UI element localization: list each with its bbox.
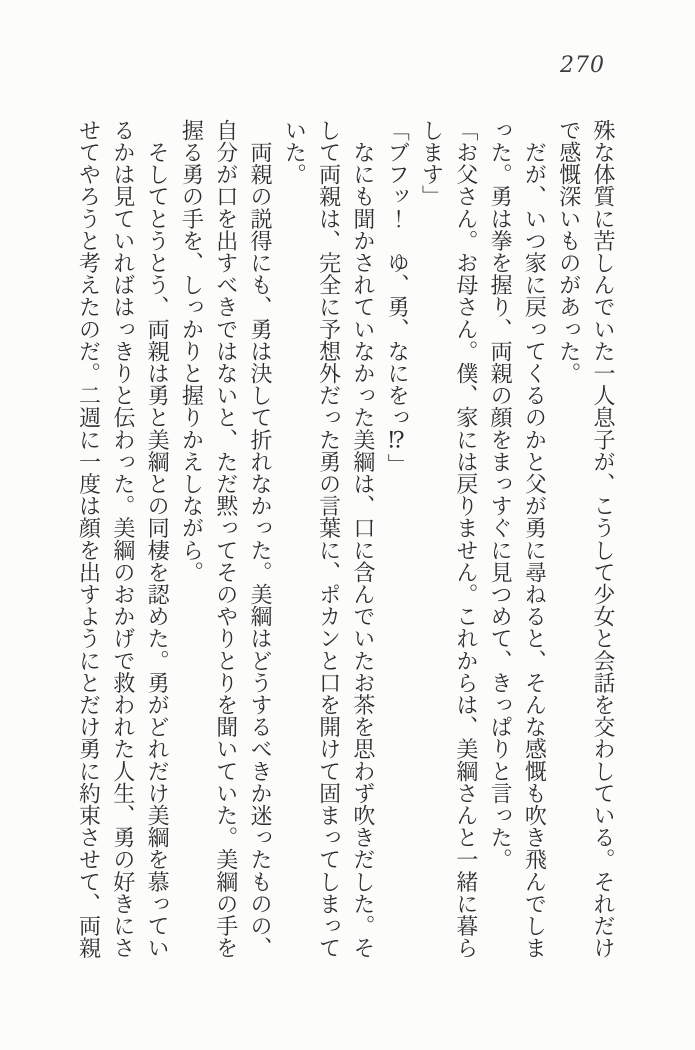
page-number: 270 (560, 53, 605, 78)
text-line: で感慨深いものがあった。 (556, 119, 582, 385)
text-line: 握る勇の手を、しっかりと握りかえしながら。 (179, 119, 205, 584)
text-line: るかは見ていればはっきりと伝わった。美綱のおかげで救われた人生、勇の好きにさ (110, 119, 136, 959)
text-line: します」 (419, 119, 445, 208)
text-line: なにも聞かされていなかった美綱は、口に含んでいたお茶を思わず吹きだした。そ (350, 119, 376, 959)
text-line: った。勇は拳を握り、両親の顔をまっすぐに見つめて、きっぱりと言った。 (488, 119, 514, 871)
text-line: せてやろうと考えたのだ。二週に一度は顔を出すようにとだけ勇に約束させて、両親 (76, 119, 102, 959)
text-line: 両親の説得にも、勇は決して折れなかった。美綱はどうするべきか迷ったものの、 (248, 119, 274, 959)
text-line: いた。 (282, 119, 308, 186)
text-line: して両親は、完全に予想外だった勇の言葉に、ポカンと口を開けて固まってしまって (316, 119, 342, 959)
novel-text-block (71, 119, 620, 959)
text-line: 自分が口を出すべきではないと、ただ黙ってそのやりとりを聞いていた。美綱の手を (213, 119, 239, 959)
text-line: 「ブフッ！ ゆ、勇、なにをっ⁉」 (385, 119, 411, 476)
text-line: 「お父さん。お母さん。僕、家には戻りません。これからは、美綱さんと一緒に暮ら (453, 119, 479, 959)
text-line: そしてとうとう、両親は勇と美綱との同棲を認めた。勇がどれだけ美綱を慕ってい (145, 119, 171, 959)
text-line: 殊な体質に苦しんでいた一人息子が、こうして少女と会話を交わしている。それだけ (591, 119, 616, 959)
text-line: だが、いつ家に戻ってくるのかと父が勇に尋ねると、そんな感慨も吹き飛んでしま (522, 119, 548, 959)
